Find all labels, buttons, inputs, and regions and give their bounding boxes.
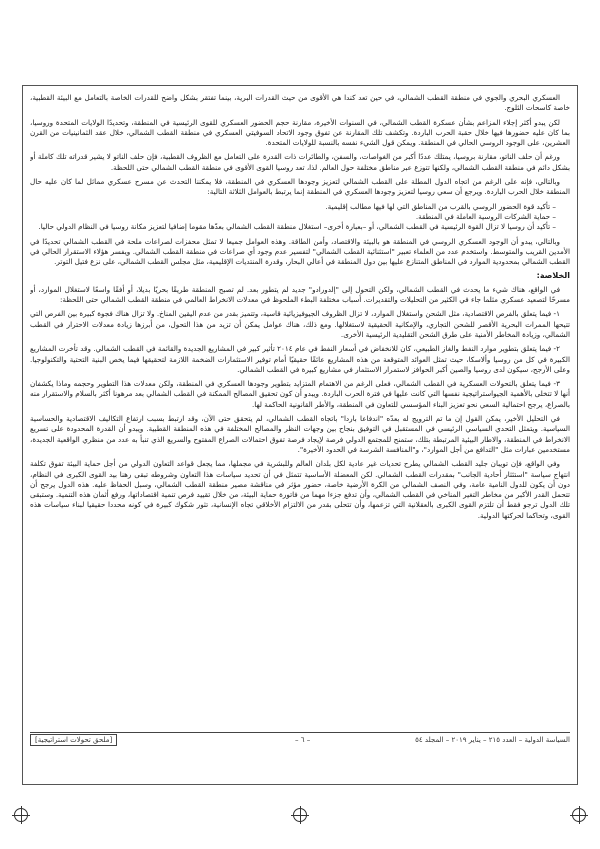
page-footer [30,736,570,750]
registration-mark-icon [14,808,28,822]
factors-list [30,202,570,233]
supplement-label: [ملحق تحولات استراتيجية] [30,734,117,746]
list-item: – تأكيد قوة الحضور الروسي بالقرب من المناطق التي لها فيها مطالب إقليمية. [30,202,556,212]
paragraph-point-military: ٣- فيما يتعلق بالتحولات العسكرية في القطب الشمالي، فعلى الرغم من الاهتمام المتزايد بتطوير وجودها العسكري في المنطقة، ولكن معدلات هذا التطوير وحجمه وماذا يكشفان أنها لا تتخلى بالأهمية الجيواستراتيجية نفسها التي كانت عليها في فترة الحرب الباردة. ويبدو أن كون تحقيق المصالح الممكنة في القطب الشمالي بعد مرهونا أكثر بالسلام والاستقرار منه بالصراع، يرجح احتمالية السعي نحو تعزيز البناء المؤسسي للتعاون في المنطقة، والأطر القانونية الحاكمة لها. [30,379,570,409]
paragraph-conclusion-intro: في الواقع، هناك شيء ما يحدث في القطب الشمالي، ولكن التحول إلى "إلدورادو" جديد لم يتطور بعد. لم تصبح المنطقة طريقًا بحريًا بديلا، أو أفقًا واسعًا لاستغلال الموارد، أو مسرحًا لتصعيد عسكري مثلما جاء في الكثير من التحليلات والتقديرات. أسباب مختلفة البطء الملحوظ في معدلات الانخراط العالمي في منطقة القطب الشمالي حتى اللحظة: [30,284,570,305]
paragraph-cold-war-comparison: لكن يبدو أكثر إجلاء المزاعم بشأن عسكرة القطب الشمالي، في السنوات الأخيرة، مقارنة حجم الحضور العسكري للقوى الرئيسية في المنطقة، وتحديدًا الولايات المتحدة وروسيا، بما كان عليه حضورها فيها خلال حقبة الحرب الباردة. وتكشف تلك المقارنة عن تفوق وجود الاتحاد السوفيتي العسكري في منطقة القطب الشمالي، خلال عقد الثمانينيات من القرن العشرين، على الوجود الروسي الحالي في المنطقة. ويمكن قول الشيء نفسه بالنسبة للولايات المتحدة. [30,117,570,148]
paragraph-point-oil-gas: ٢- فيما يتعلق بتطوير موارد النفط والغاز الطبيعي، كان للانخفاض في أسعار النفط في عام ٢٠١٤ تأثير كبير في المشاريع الجديدة والقائمة في القطب الشمالي. وقد تأخرت المشاريع الكبيرة في كل من روسيا وألاسكا، حيث تمثل العوائد المتوقعة من هذه المشاريع عائقًا حقيقيًا أمام توفير الاستثمارات الضخمة اللازمة لتحقيقها فيما يخص البنية التحتية والتكنولوجيا. وعلى الأرجح، سيكون لدى روسيا والصين أكبر الحوافز لاستمرار الاستثمار في مشاريع كبيرة في القطب الشمالي. [30,344,570,374]
article-body [30,93,570,725]
paragraph-russia-factors-intro: وبالتالي، فإنه على الرغم من اتجاه الدول المطلة على القطب الشمالي لتعزيز وجودها العسكري في المنطقة، فلا يمكننا التحدث عن مسرح عسكري مماثل لما كان عليه حال المنطقة خلال الحرب الباردة. ويرجع أن سعي روسيا لتعزيز وجودها العسكري في المنطقة إنما يرتبط بالعوامل الثلاثة التالية: [30,177,570,197]
footer-divider [30,732,570,733]
paragraph-military-presence: العسكري البحري والجوي في منطقة القطب الشمالي، في حين تعد كندا هي الأقوى من حيث القدرات البرية، بينما تفتقر بشكل واضح للقدرات الخاصة بالتعامل مع البيئة القطبية، خاصة كاسحات الثلوج. [30,93,570,113]
registration-mark-icon [293,808,307,822]
paragraph-closing: وفي الواقع، فإن تويبان جليد القطب الشمالي يطرح تحديات غير عادية لكل بلدان العالم وللبشرية في مجملها، مما يجعل قواعد التعاون الدولي من أجل حماية البيئة تفوق تكلفة انتهاج سياسة "استئثار أحادية الجانب" بمقدرات القطب الشمالي. لكن المعضلة الأساسية تتمثل في أن تحديد سياسات هذا التعاون وشروطه تبقى رهنا بيد القوى الكبرى في النظام، دون أن يكون للدول النامية عامة، وفي النصف الشمالي من الكرة الأرضية خاصة، حضور مؤثر في مناقشة مصير منطقة القطب الشمالي، وسبل الحفاظ عليه. هذه الدول يرجح أن تتحمل القدر الأكبر من مخاطر التغير المناخي في القطب الشمالي، وأن تدفع جزءا مهما من فاتورة حماية البيئة، من خلال تقييد فرص تنمية اقتصاداتها، ورفع أثمان هذه التنمية. وستبقى تلك الدول ترجو فقط أن تلتزم القوى الكبرى بالعقلانية التي تزعمها، وأن تتحلى بقدر من الالتزام الأخلاقي تجاه الإنسانية، تثور شكوك كبيرة في كونه محددا حقيقيا لبناء سياسات هذه القوى، وتحاكما لحركتها الدولية. [30,459,570,520]
paragraph-point-economic: ١- فيما يتعلق بالفرص الاقتصادية، مثل الشحن واستغلال الموارد، لا تزال الظروف الجيوفيزيائية قاسية، وتتميز بقدر من عدم اليقين المناخ. ولا تزال هناك فجوة كبيرة بين الفرص التي تتيحها الممرات البحرية الأقصر للشحن التجاري، والإمكانية الحقيقية لاستغلالها. ومع ذلك، هناك عوامل يمكن أن تزيد من هذا التحول، من أبرزها زيادة معدلات الاحترار في القطب الشمالي، وزيادة المخاطر الأمنية على طرق الشحن التقليدية الرئيسية الأخرى. [30,309,570,339]
registration-mark-icon [572,808,586,822]
list-item: – تأكيد أن روسيا لا تزال القوة الرئيسية في القطب الشمالي، أو –بعبارة أخرى– استغلال منطقة القطب الشمالي بعدّها مقوما إضافيا لتعزيز مكانة روسيا في النظام الدولي حاليا. [30,222,556,232]
page-number: – ٦ – [295,736,311,744]
journal-info: السياسة الدولية – العدد ٢١٥ – يناير ٢٠١٩ – المجلد ٥٤ [415,736,570,744]
paragraph-arctic-exceptionalism: وبالتالي، يبدو أن الوجود العسكري الروسي في المنطقة هو بالبيئة والاقتصاد، وأمن الطاقة. وهذه العوامل جميعا لا تمثل محفزات لصراعات ملحة في القطب الشمالي تحديدًا في الأمدين القريب والمتوسط. واستخدم عدد من العلماء تعبير "استثنائية القطب الشمالي" لتفسير عدم وجود أي صراعات في منطقة القطب الشمالي. ويفسر هؤلاء الاستقرار الحالي في القطب الشمالي بمحدودية الموارد في المناطق المتنازع عليها بين دول المنطقة في أعالي البحار، وقدرة المنتديات الإقليمية، مثل مجلس القطب الشمالي، على نزع فتيل التوتر. [30,236,570,267]
conclusion-heading: الخلاصة: [536,271,570,281]
paragraph-nato-comparison: ورغم أن حلف الناتو، مقارنة بروسيا، يمتلك عددًا أكبر من الغواصات، والسفن، والطائرات ذات القدرة على التعامل مع الظروف القطبية، فإن حلف الناتو لا يشير قدراته تلك كاملة أو بشكل دائم في منطقة القطب الشمالي، ولكنها تتوزع عبر مناطق مختلفة حول العالم. لذا، تعد روسيا القوى الأقوى في منطقة القطب الشمالي حتى اللحظة. [30,152,570,172]
paragraph-final-analysis: في التحليل الأخير، يمكن القول إن ما تم الترويج له بعدّه "اندفاعا باردا" باتجاه القطب الشمالي، لم يتحقق حتى الآن، وقد ارتبط بسبب ارتفاع التكاليف الاقتصادية والحساسية السياسية. ويتمثل التحدي السياسي الرئيسي في المستقبل في التوفيق بنجاح بين وجهات النظر والمصالح المختلفة في هذه المنطقة القطبية. ويبدو أن القدرة المحدودة على تسريع الانخراط في المنطقة، والاطار البيئية المرتبطة بتلك، ستمنح للمجتمع الدولي فرصة لإيجاد فرصة تفوق احتمالات الصراع المفتوح والسريع الذي تنبأ به عدد من منظري الواقعية الجديدة، مستخدمين عبارات مثل "التدافع من أجل الموارد"، و"المنافسة الشرسة في الحدود الأخيرة". [30,414,570,454]
list-item: – حماية الشركات الروسية العاملة في المنطقة. [30,212,556,222]
